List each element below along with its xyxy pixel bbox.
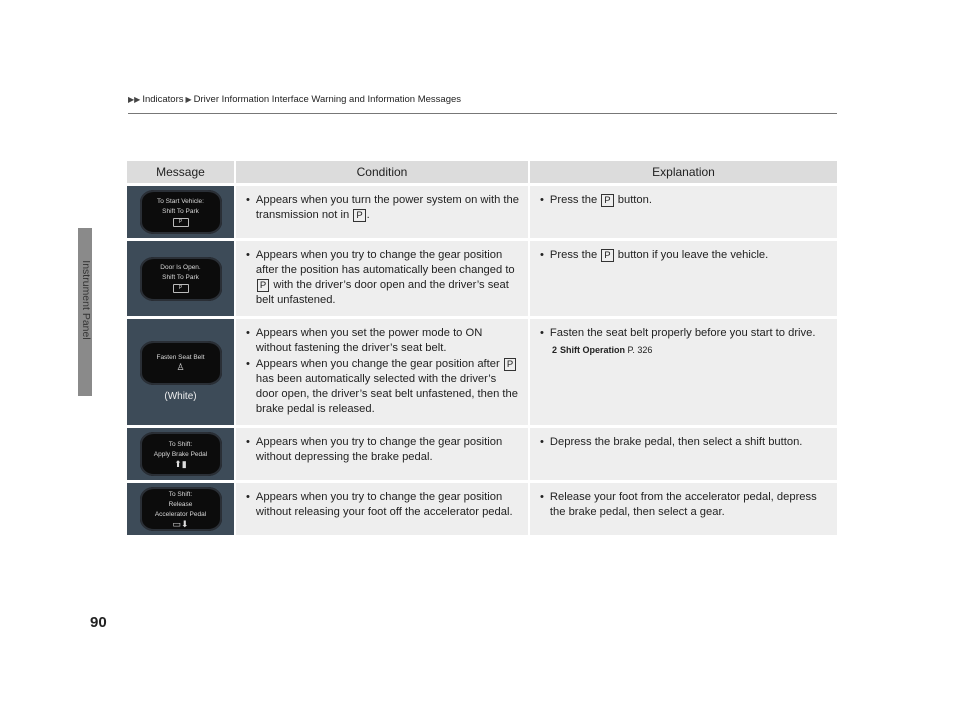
breadcrumb-item[interactable]: Driver Information Interface Warning and Information Messages [193, 94, 462, 105]
table-row [127, 319, 837, 425]
bullet-dot-icon: • [540, 491, 544, 503]
condition-cell [234, 483, 528, 535]
screen-text: Accelerator Pedal [154, 510, 207, 518]
message-image-cell [127, 319, 234, 425]
breadcrumb-item[interactable]: Indicators [142, 94, 184, 105]
bullet-text-part: Appears when you try to change the gear position after the position has automatically been changed to [255, 249, 515, 276]
bullet-text-part: Fasten the seat belt properly before you start to drive. [549, 327, 816, 339]
table-row [127, 483, 837, 535]
message-image-cell [127, 428, 234, 480]
screen-text: Shift To Park [162, 207, 199, 215]
park-button-icon: P [173, 218, 189, 227]
breadcrumb-arrow-icon: ▶ [185, 95, 192, 104]
bullet-text [550, 248, 768, 263]
bullet-item [540, 248, 829, 263]
table-row [127, 186, 837, 238]
screen-text: Door Is Open. [160, 264, 201, 271]
message-screen [140, 190, 222, 234]
cross-reference-link[interactable] [552, 343, 829, 358]
bullet-dot-icon: • [540, 327, 544, 339]
column-header: Condition [234, 161, 528, 183]
bullet-text-part: Depress the brake pedal, then select a shift button. [549, 436, 803, 448]
bullet-text-part: with the driver’s door open and the driver’s seat belt unfastened. [255, 279, 509, 306]
bullet-text-part: Appears when you try to change the gear position without depressing the brake pedal. [255, 436, 503, 463]
p-key-icon: P [353, 209, 365, 222]
bullet-text-part: button. [614, 194, 652, 206]
screen-text: Shift To Park [162, 274, 199, 281]
bullet-text-part: . [366, 209, 370, 221]
xref-arrow-icon: 2 [552, 345, 558, 355]
table-row [127, 428, 837, 480]
bullet-item [246, 490, 520, 520]
message-image-cell [127, 186, 234, 238]
bullet-dot-icon: • [540, 249, 544, 261]
bullet-text-part: Press the [549, 249, 601, 261]
bullet-text [550, 326, 816, 341]
bullet-text-part: Release your foot from the accelerator pedal, depress the brake pedal, then select a gear. [549, 491, 817, 518]
explanation-cell [528, 483, 837, 535]
bullet-dot-icon: • [246, 358, 250, 370]
message-table [127, 158, 837, 538]
screen-text: To Shift: [168, 440, 193, 448]
bullet-dot-icon: • [246, 491, 250, 503]
bullet-text-part: button if you leave the vehicle. [614, 249, 769, 261]
indicator-icon: ▭⬇ [172, 518, 189, 529]
bullet-item [246, 326, 520, 356]
bullet-text-part: has been automatically selected with the driver’s door open, the driver’s seat belt unfastened, then the brake pedal is released. [255, 373, 518, 415]
p-key-icon: P [601, 249, 613, 262]
column-header: Explanation [528, 161, 837, 183]
section-label: Instrument Panel [80, 260, 92, 340]
bullet-item [540, 326, 829, 341]
table-header-row [127, 161, 837, 183]
screen-text: To Start Vehicle: [157, 197, 204, 205]
bullet-text [256, 435, 520, 465]
bullet-dot-icon: • [246, 194, 250, 206]
bullet-text-part: Appears when you turn the power system on with the transmission not in [255, 194, 519, 221]
bullet-text-part: Appears when you try to change the gear position without releasing your foot off the accelerator pedal. [255, 491, 513, 518]
condition-cell [234, 241, 528, 316]
bullet-dot-icon: • [246, 327, 250, 339]
screen-text: To Shift: [168, 490, 193, 498]
message-screen [140, 341, 222, 385]
bullet-text [256, 490, 520, 520]
p-key-icon: P [257, 279, 269, 292]
breadcrumb-arrow-icon: ▶▶ [128, 95, 141, 104]
bullet-text-part: Appears when you change the gear position after [255, 358, 503, 370]
bullet-text [256, 193, 520, 223]
bullet-text [550, 193, 652, 208]
explanation-cell [528, 241, 837, 316]
screen-text: Apply Brake Pedal [153, 450, 208, 458]
bullet-dot-icon: • [540, 194, 544, 206]
xref-label[interactable]: Shift Operation [560, 345, 626, 355]
condition-cell [234, 186, 528, 238]
color-note: (White) [164, 390, 197, 402]
explanation-cell [528, 319, 837, 425]
explanation-cell [528, 428, 837, 480]
bullet-item [246, 357, 520, 417]
indicator-icon: ⬆▮ [174, 458, 187, 469]
bullet-text [550, 435, 803, 450]
message-image-cell [127, 483, 234, 535]
message-screen [140, 257, 222, 301]
screen-text: Release [168, 500, 193, 508]
condition-cell [234, 319, 528, 425]
screen-text: Fasten Seat Belt [156, 354, 205, 361]
message-image-cell [127, 241, 234, 316]
bullet-item [540, 193, 829, 208]
header-rule [128, 113, 837, 114]
bullet-dot-icon: • [246, 249, 250, 261]
p-key-icon: P [601, 194, 613, 207]
bullet-item [246, 435, 520, 465]
indicator-icon: ♙ [176, 362, 185, 372]
explanation-cell [528, 186, 837, 238]
xref-page: P. 326 [627, 345, 653, 355]
condition-cell [234, 428, 528, 480]
bullet-dot-icon: • [540, 436, 544, 448]
column-header: Message [127, 161, 234, 183]
breadcrumb [128, 94, 461, 105]
bullet-item [246, 193, 520, 223]
park-button-icon: P [173, 284, 189, 293]
message-screen [140, 487, 222, 531]
table-body [127, 186, 837, 535]
bullet-item [540, 490, 829, 520]
bullet-text [256, 248, 520, 308]
p-key-icon: P [504, 358, 516, 371]
bullet-item [540, 435, 829, 450]
message-screen [140, 432, 222, 476]
bullet-text-part: Press the [549, 194, 601, 206]
bullet-text [256, 357, 520, 417]
page-number: 90 [90, 614, 107, 631]
bullet-text [256, 326, 520, 356]
table-row [127, 241, 837, 316]
bullet-item [246, 248, 520, 308]
bullet-text-part: Appears when you set the power mode to ON without fastening the driver’s seat belt. [255, 327, 483, 354]
bullet-text [550, 490, 829, 520]
bullet-dot-icon: • [246, 436, 250, 448]
